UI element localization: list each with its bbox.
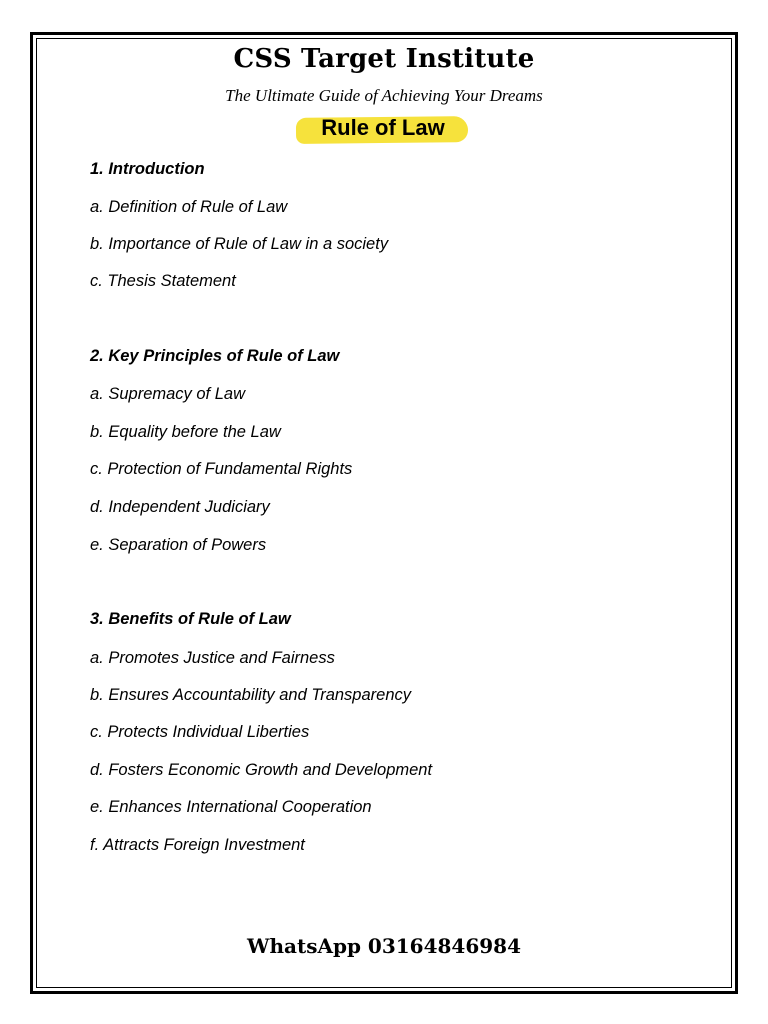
topic-title: Rule of Law xyxy=(321,115,445,140)
outline-item: d. Fosters Economic Growth and Development xyxy=(90,761,433,779)
outline-item: c. Thesis Statement xyxy=(90,272,236,290)
whatsapp-contact: WhatsApp 03164846984 xyxy=(247,934,521,958)
section-heading: 3. Benefits of Rule of Law xyxy=(90,610,291,628)
outline-item: a. Supremacy of Law xyxy=(90,385,245,403)
outline-item: b. Ensures Accountability and Transparency xyxy=(90,686,412,704)
tagline: The Ultimate Guide of Achieving Your Dreams xyxy=(225,86,543,105)
outline-item: b. Equality before the Law xyxy=(90,423,281,441)
institute-title: CSS Target Institute xyxy=(233,44,535,74)
outline-item: a. Definition of Rule of Law xyxy=(90,198,288,216)
outline-item: b. Importance of Rule of Law in a society xyxy=(90,235,389,253)
outline-item: d. Independent Judiciary xyxy=(90,498,270,516)
outline-item: e. Separation of Powers xyxy=(90,536,267,554)
topic-banner xyxy=(296,112,470,146)
outline-item: a. Promotes Justice and Fairness xyxy=(90,649,335,667)
outline-item: c. Protection of Fundamental Rights xyxy=(90,460,353,478)
section-heading: 1. Introduction xyxy=(90,160,205,178)
section-heading: 2. Key Principles of Rule of Law xyxy=(90,347,340,365)
outline-item: e. Enhances International Cooperation xyxy=(90,798,372,816)
outline-item: c. Protects Individual Liberties xyxy=(90,723,310,741)
outline-item: f. Attracts Foreign Investment xyxy=(90,836,305,854)
